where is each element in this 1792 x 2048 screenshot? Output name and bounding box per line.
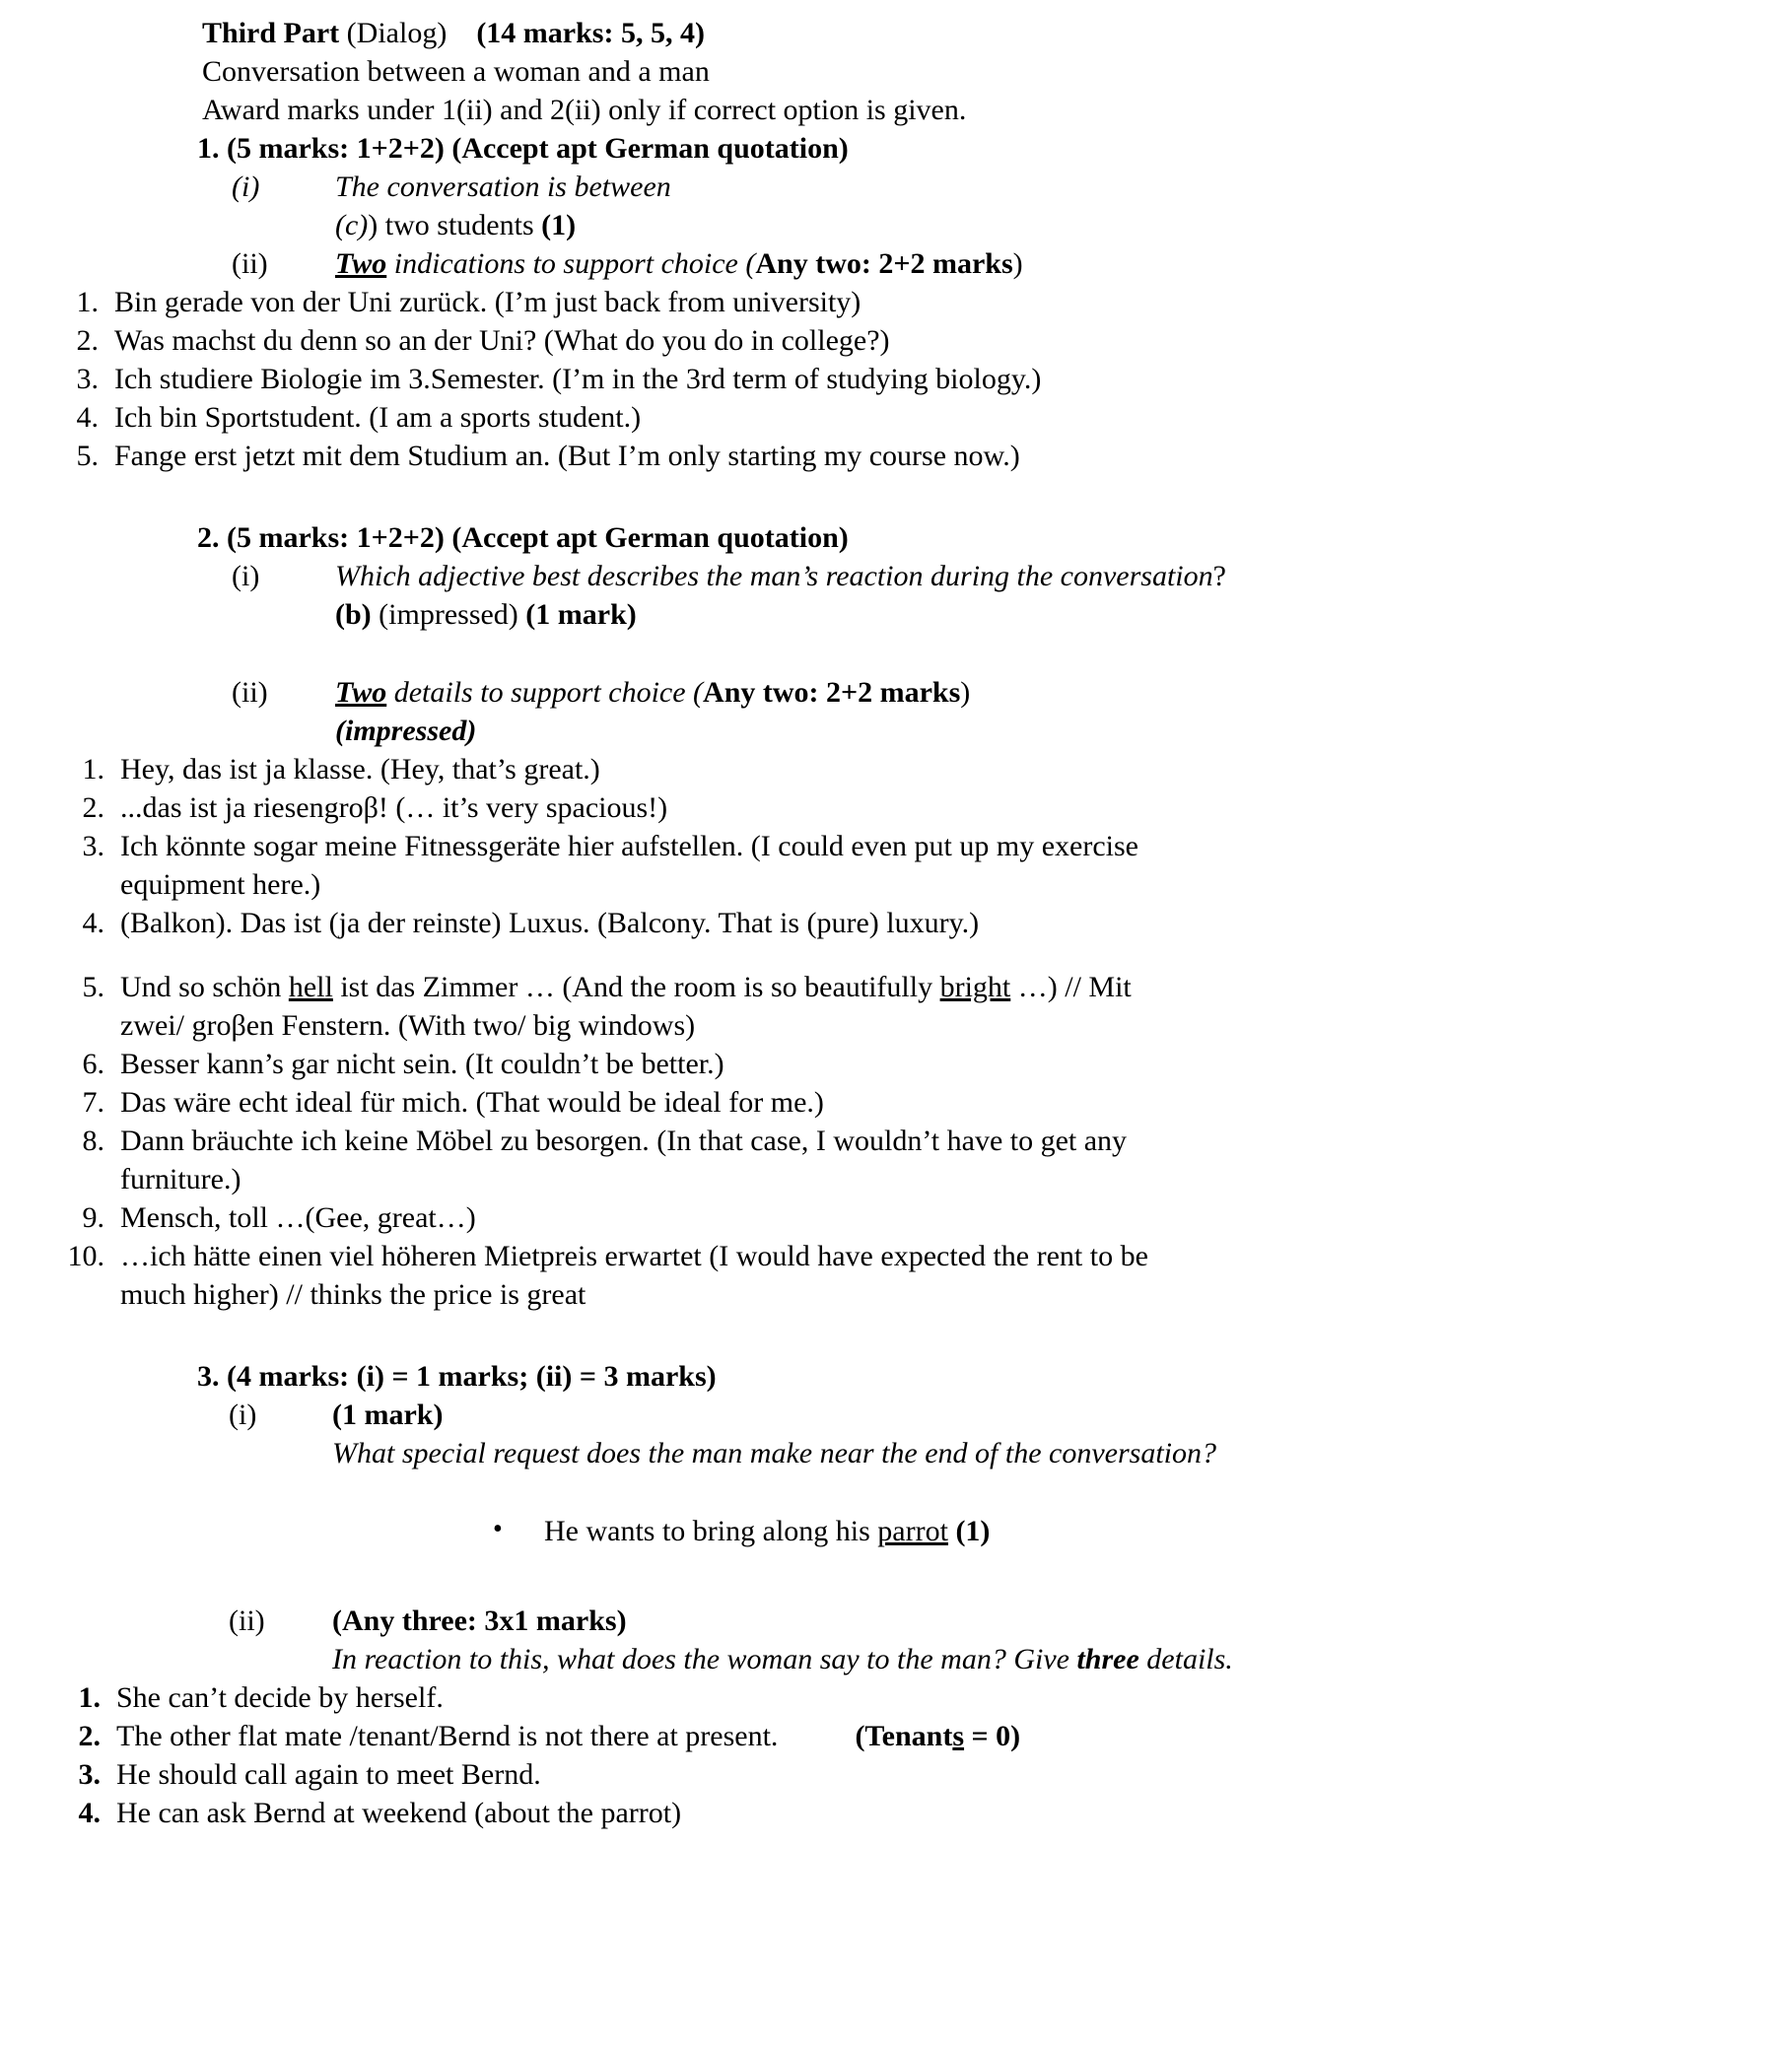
list-item-text: (Balkon). Das ist (ja der reinste) Luxus. (Balcony. That is (pure) luxury.)	[120, 907, 980, 939]
q1-ii-answer-list	[59, 283, 1733, 475]
list-item-number: 2.	[78, 1720, 101, 1752]
q2-ii-label: (ii)	[232, 676, 268, 709]
question-3-part-ii	[229, 1602, 1733, 1640]
q3-ii-question-post: details.	[1138, 1643, 1233, 1675]
q2-i-answer-mark: (1 mark)	[525, 598, 637, 631]
list-item	[59, 1237, 1733, 1314]
question-1-part-ii	[232, 244, 1733, 283]
question-2-heading: 2. (5 marks: 1+2+2) (Accept apt German quotation)	[197, 521, 849, 554]
list-item-number: 2.	[76, 324, 99, 357]
q1-i-answer-mark: (1)	[541, 209, 577, 241]
q1-i-answer-text: ) two students	[368, 209, 542, 241]
item5-post: …) // Mit zwei/ groβen Fenstern. (With two/ big windows)	[120, 971, 1132, 1042]
conversation-description: Conversation between a woman and a man	[202, 55, 710, 88]
document-title-subtitle: (Dialog)	[339, 17, 448, 49]
list-item-text: She can’t decide by herself.	[116, 1681, 444, 1714]
question-1-part-i	[232, 168, 1733, 206]
list-item-text: …ich hätte einen viel höheren Mietpreis erwartet (I would have expected the rent to be much higher) // thinks the price is great	[120, 1240, 1148, 1311]
list-item-text	[116, 1717, 1201, 1755]
spacer	[59, 942, 1733, 968]
q1-ii-marks: Any two: 2+2 marks	[755, 247, 1013, 280]
q2-ii-close-paren: )	[960, 676, 971, 709]
list-item	[59, 321, 1733, 360]
q1-ii-label: (ii)	[232, 247, 268, 280]
q2-i-answer-text: (impressed)	[371, 598, 526, 631]
list-item	[59, 360, 1733, 398]
list-item	[59, 1045, 1733, 1083]
list-item	[59, 398, 1733, 437]
q2-i-question-mark: ?	[1212, 560, 1226, 592]
list-item-number: 10.	[67, 1240, 104, 1272]
q1-i-answer	[335, 206, 1733, 244]
q2-i-answer-option: (b)	[335, 598, 372, 631]
item5-mid: ist das Zimmer … (And the room is so beautifully	[332, 971, 940, 1003]
bullet-icon: •	[493, 1514, 503, 1544]
q3-i-answer-bullet	[493, 1512, 1733, 1550]
q2-ii-adjective: (impressed)	[335, 715, 477, 747]
spacer	[59, 1550, 1733, 1602]
list-item-text: Besser kann’s gar nicht sein. (It couldn’t be better.)	[120, 1048, 724, 1080]
award-marks-note: Award marks under 1(ii) and 2(ii) only if correct option is given.	[202, 94, 967, 126]
q1-ii-two-emphasis: Two	[335, 247, 387, 280]
list-item-number: 1.	[76, 286, 99, 318]
q1-i-answer-option: (c)	[335, 209, 369, 241]
list-item-text: Dann bräuchte ich keine Möbel zu besorgen. (In that case, I wouldn’t have to get any furniture.)	[120, 1125, 1128, 1195]
list-item-main-text: The other flat mate /tenant/Bernd is not there at present.	[116, 1720, 779, 1752]
list-item	[59, 827, 1733, 904]
list-item	[59, 788, 1733, 827]
question-1-heading: 1. (5 marks: 1+2+2) (Accept apt German quotation)	[197, 132, 849, 165]
list-item	[59, 1717, 1733, 1755]
item5-hell-underline: hell	[288, 971, 333, 1003]
tenants-annotation	[855, 1717, 1020, 1755]
list-item-text: Das wäre echt ideal für mich. (That would be ideal for me.)	[120, 1086, 824, 1119]
list-item-text: Ich bin Sportstudent. (I am a sports student.)	[114, 401, 642, 434]
list-item-number: 9.	[82, 1201, 104, 1234]
tenants-note-post: = 0)	[964, 1720, 1021, 1752]
item5-pre: Und so schön	[120, 971, 289, 1003]
list-item-number: 4.	[82, 907, 104, 939]
q3-ii-question	[332, 1640, 1733, 1678]
q2-i-question: Which adjective best describes the man’s reaction during the conversation	[335, 560, 1213, 592]
q2-ii-answer-list-part2	[59, 968, 1733, 1314]
tenants-note-underline: s	[952, 1720, 965, 1752]
list-item-text	[120, 968, 1195, 1045]
q2-ii-marks: Any two: 2+2 marks	[703, 676, 961, 709]
list-item-number: 3.	[76, 363, 99, 395]
list-item-number: 4.	[78, 1797, 101, 1829]
q2-i-answer	[335, 595, 1733, 634]
total-marks: (14 marks: 5, 5, 4)	[476, 17, 705, 49]
list-item-number: 2.	[82, 791, 104, 824]
list-item-number: 3.	[78, 1758, 101, 1791]
spacer	[59, 634, 1733, 673]
item5-bright-underline: bright	[939, 971, 1011, 1003]
list-item-text: He should call again to meet Bernd.	[116, 1758, 541, 1791]
list-item-number: 6.	[82, 1048, 104, 1080]
list-item	[59, 1678, 1733, 1717]
list-item	[59, 437, 1733, 475]
q3-i-label: (i)	[229, 1399, 257, 1431]
list-item-number: 5.	[76, 440, 99, 472]
list-item	[59, 1198, 1733, 1237]
bullet-parrot-underline: parrot	[877, 1515, 948, 1547]
document-title: Third Part	[202, 17, 340, 49]
list-item-text: Hey, das ist ja klasse. (Hey, that’s great.)	[120, 753, 600, 785]
document-title-line	[202, 14, 1733, 52]
list-item-number: 3.	[82, 830, 104, 862]
list-item-number: 5.	[82, 971, 104, 1003]
question-2-part-i	[232, 557, 1733, 595]
q1-ii-text	[335, 244, 1733, 283]
list-item-text: ...das ist ja riesengroβ! (… it’s very spacious!)	[120, 791, 668, 824]
tenants-note-pre: (Tenant	[855, 1720, 953, 1752]
list-item-number: 7.	[82, 1086, 104, 1119]
list-item-number: 1.	[78, 1681, 101, 1714]
spacer	[59, 1472, 1733, 1512]
q1-i-label: (i)	[232, 171, 260, 203]
list-item-text: Bin gerade von der Uni zurück. (I’m just back from university)	[114, 286, 862, 318]
question-3-heading: 3. (4 marks: (i) = 1 marks; (ii) = 3 marks)	[197, 1360, 717, 1393]
list-item-number: 1.	[82, 753, 104, 785]
list-item-text: Was machst du denn so an der Uni? (What do you do in college?)	[114, 324, 890, 357]
q2-i-label: (i)	[232, 560, 260, 592]
q3-ii-mark: (Any three: 3x1 marks)	[332, 1604, 627, 1637]
q3-i-answer-text	[544, 1512, 990, 1550]
q2-ii-text	[335, 673, 1733, 750]
list-item	[59, 1755, 1733, 1794]
q3-ii-answer-list	[59, 1678, 1733, 1832]
list-item	[59, 1122, 1733, 1198]
q3-i-question: What special request does the man make near the end of the conversation?	[332, 1437, 1217, 1469]
q2-i-text	[335, 557, 1733, 595]
list-item	[59, 283, 1733, 321]
q2-ii-answer-list-part1	[59, 750, 1733, 942]
list-item	[59, 1083, 1733, 1122]
list-item	[59, 1794, 1733, 1832]
question-2-part-ii	[232, 673, 1733, 750]
list-item-number: 8.	[82, 1125, 104, 1157]
q3-ii-question-pre: In reaction to this, what does the woman say to the man? Give	[332, 1643, 1077, 1675]
list-item-text: He can ask Bernd at weekend (about the parrot)	[116, 1797, 682, 1829]
q1-ii-close-paren: )	[1012, 247, 1023, 280]
q1-i-text: The conversation is between	[335, 171, 671, 203]
bullet-text-pre: He wants to bring along his	[544, 1515, 878, 1547]
question-3-part-i	[229, 1396, 1733, 1434]
list-item	[59, 750, 1733, 788]
list-item-text: Ich könnte sogar meine Fitnessgeräte hier aufstellen. (I could even put up my exercise equipment here.)	[120, 830, 1138, 901]
list-item-text: Fange erst jetzt mit dem Studium an. (But I’m only starting my course now.)	[114, 440, 1020, 472]
q3-ii-question-three: three	[1076, 1643, 1139, 1675]
list-item	[59, 968, 1733, 1045]
list-item-text: Mensch, toll …(Gee, great…)	[120, 1201, 476, 1234]
list-item-text: Ich studiere Biologie im 3.Semester. (I’m in the 3rd term of studying biology.)	[114, 363, 1042, 395]
q2-ii-two-emphasis: Two	[335, 676, 387, 709]
list-item	[59, 904, 1733, 942]
q3-ii-label: (ii)	[229, 1604, 265, 1637]
q1-ii-instruction: indications to support choice (	[386, 247, 756, 280]
q2-ii-instruction: details to support choice (	[386, 676, 704, 709]
list-item-number: 4.	[76, 401, 99, 434]
bullet-mark: (1)	[947, 1515, 991, 1547]
q3-i-mark: (1 mark)	[332, 1399, 444, 1431]
